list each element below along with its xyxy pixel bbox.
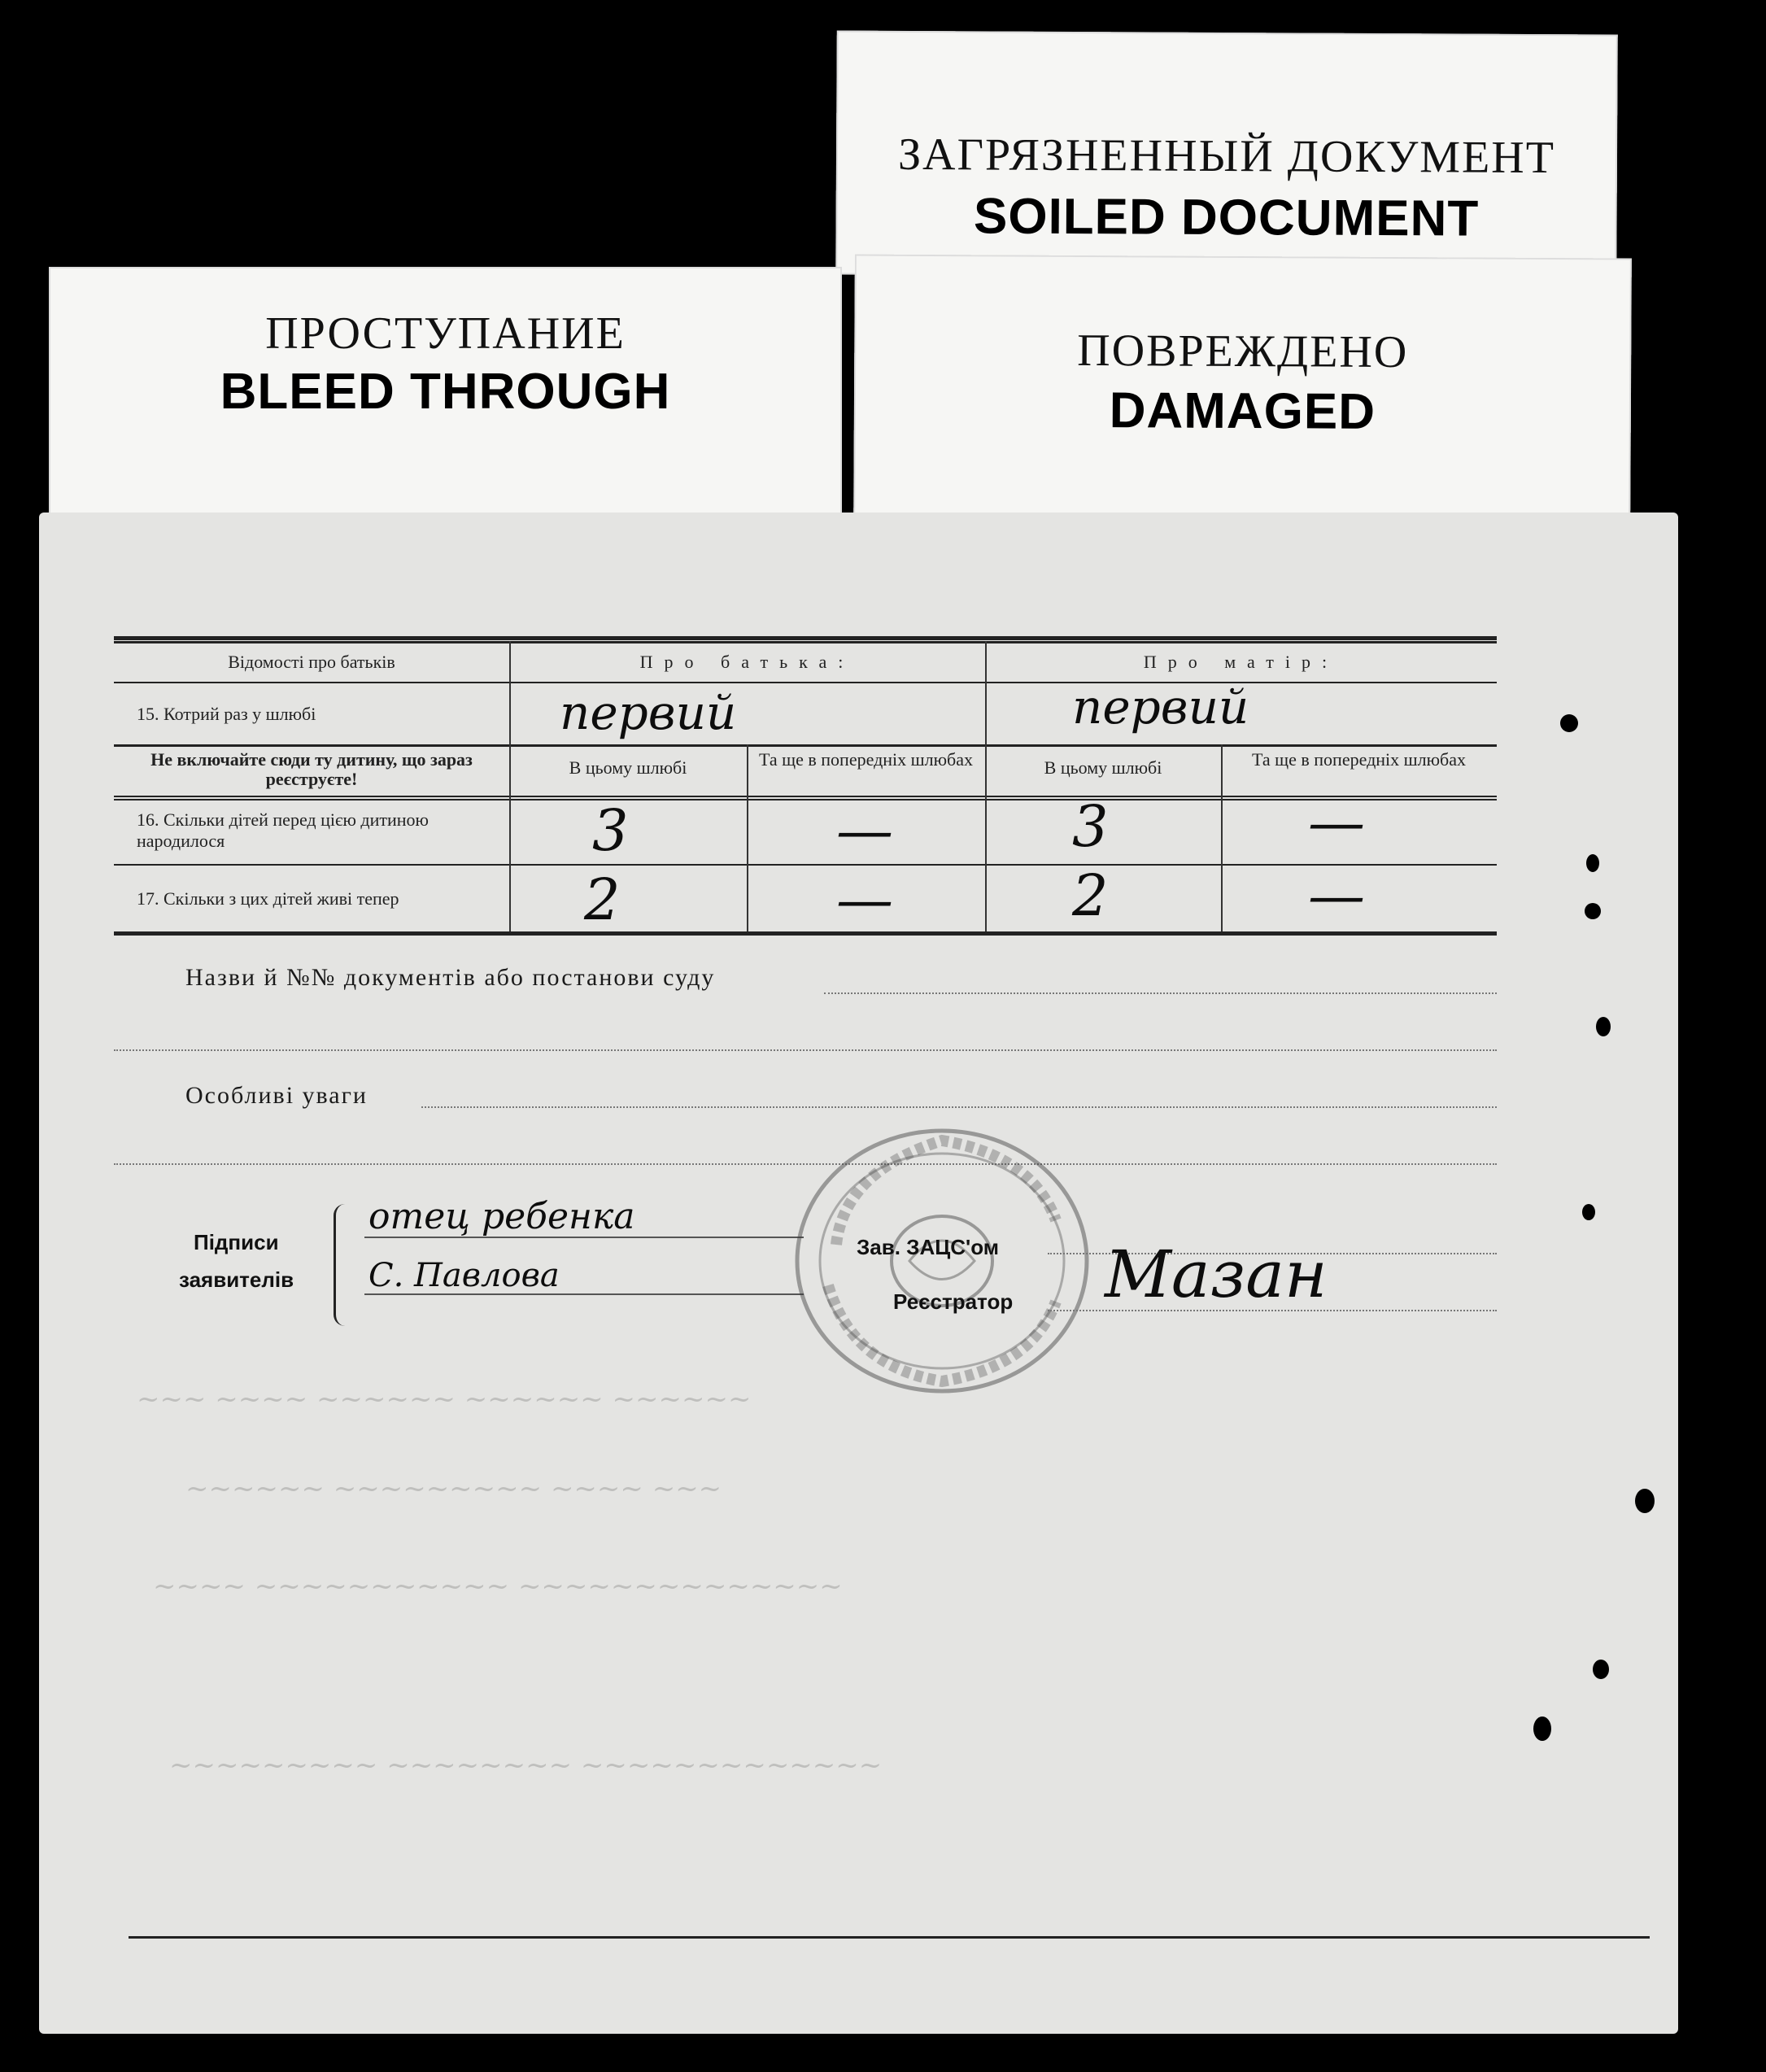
bleed-through-card <box>49 267 842 535</box>
documents-field-label: Назви й №№ документів або постанови суду <box>185 964 716 991</box>
table-bottom-rule <box>114 931 1497 936</box>
documents-field-line-2 <box>114 1049 1497 1051</box>
table-rule <box>114 682 1497 683</box>
table-rule <box>114 744 1497 747</box>
header-mother: Про матір: <box>1143 652 1339 672</box>
punch-hole <box>1560 714 1578 732</box>
bleed-through-trace: ~~~~ ~~~~~~~~~~~ ~~~~~~~~~~~~~~ <box>153 1570 843 1603</box>
table-top-rule-inner <box>114 641 1497 643</box>
registrar-signature: Мазан <box>1105 1237 1328 1312</box>
table-top-rule <box>114 636 1497 640</box>
mother-previous-header: Та ще в попередніх шлюбах <box>1252 749 1466 770</box>
damaged-label-en: DAMAGED <box>1109 382 1376 440</box>
registrar-label: Реєстратор <box>893 1289 1014 1314</box>
page-bottom-rule <box>129 1936 1650 1939</box>
row16-label: 16. Скільки дітей перед цією дитиною народилося <box>137 809 429 851</box>
punch-hole <box>1593 1660 1609 1679</box>
bleed-label-en: BLEED THROUGH <box>220 364 671 420</box>
row15-label: 15. Котрий раз у шлюбі <box>137 704 316 724</box>
table-rule <box>114 799 1497 800</box>
record-page <box>39 513 1678 2034</box>
table-divider <box>747 744 748 931</box>
row16-father-this: 3 <box>592 797 629 864</box>
row17-mother-this: 2 <box>1072 862 1109 929</box>
damaged-card <box>853 255 1632 535</box>
table-divider <box>1221 744 1223 931</box>
bleed-through-trace: ~~~ ~~~~ ~~~~~~ ~~~~~~ ~~~~~~ <box>137 1383 752 1416</box>
row16-mother-this: 3 <box>1072 793 1109 860</box>
header-parents-info: Відомості про батьків <box>228 652 395 672</box>
punch-hole <box>1582 1204 1595 1220</box>
header-father: Про батька: <box>639 652 855 672</box>
punch-hole <box>1585 903 1601 919</box>
soiled-document-card <box>835 30 1618 278</box>
head-label: Зав. ЗАЦС'ом <box>857 1235 999 1259</box>
bleed-through-trace: ~~~~~~~~~ ~~~~~~~~ ~~~~~~~~~~~~~ <box>169 1749 883 1782</box>
applicants-label-2: заявителів <box>179 1267 294 1292</box>
documents-field-line <box>824 992 1497 994</box>
punch-hole <box>1533 1716 1551 1741</box>
applicant-line-1 <box>364 1237 804 1238</box>
applicants-label-1: Підписи <box>194 1230 279 1254</box>
row15-father-value: первий <box>560 685 737 740</box>
remarks-field-label: Особливі уваги <box>185 1082 368 1109</box>
applicant-signature-2: С. Павлова <box>368 1257 560 1294</box>
mother-this-marriage-header: В цьому шлюбі <box>1044 757 1162 778</box>
soiled-label-en: SOILED DOCUMENT <box>973 188 1480 247</box>
table-divider <box>985 641 987 931</box>
subheader-note: Не включайте сюди ту дитину, що зараз реєструєте! <box>150 749 473 789</box>
applicant-line-2 <box>364 1293 804 1295</box>
soiled-label-ru: ЗАГРЯЗНЕННЫЙ ДОКУМЕНТ <box>897 129 1556 184</box>
row16-mother-prev: — <box>1308 789 1365 856</box>
table-divider <box>509 641 511 931</box>
punch-hole <box>1596 1017 1611 1036</box>
row17-father-prev: — <box>836 866 893 933</box>
row17-mother-prev: — <box>1308 862 1365 929</box>
remarks-field-line <box>421 1106 1497 1108</box>
father-previous-header: Та ще в попередніх шлюбах <box>759 749 973 770</box>
row16-father-prev: — <box>836 797 893 864</box>
punch-hole <box>1586 854 1599 872</box>
table-rule <box>114 864 1497 866</box>
applicants-brace <box>334 1204 347 1326</box>
damaged-label-ru: ПОВРЕЖДЕНО <box>1077 325 1409 378</box>
row17-father-this: 2 <box>584 866 621 933</box>
bleed-label-ru: ПРОСТУПАНИЕ <box>265 308 626 359</box>
row15-mother-value: первий <box>1072 679 1249 735</box>
row17-label: 17. Скільки з цих дітей живі тепер <box>137 888 399 909</box>
bleed-through-trace: ~~~~~~ ~~~~~~~~~ ~~~~ ~~~ <box>185 1472 722 1505</box>
father-this-marriage-header: В цьому шлюбі <box>569 757 687 778</box>
punch-hole <box>1635 1489 1655 1513</box>
official-seal-stamp <box>787 1123 1097 1399</box>
table-rule <box>114 796 1497 797</box>
applicant-signature-1: отец ребенка <box>368 1196 635 1237</box>
